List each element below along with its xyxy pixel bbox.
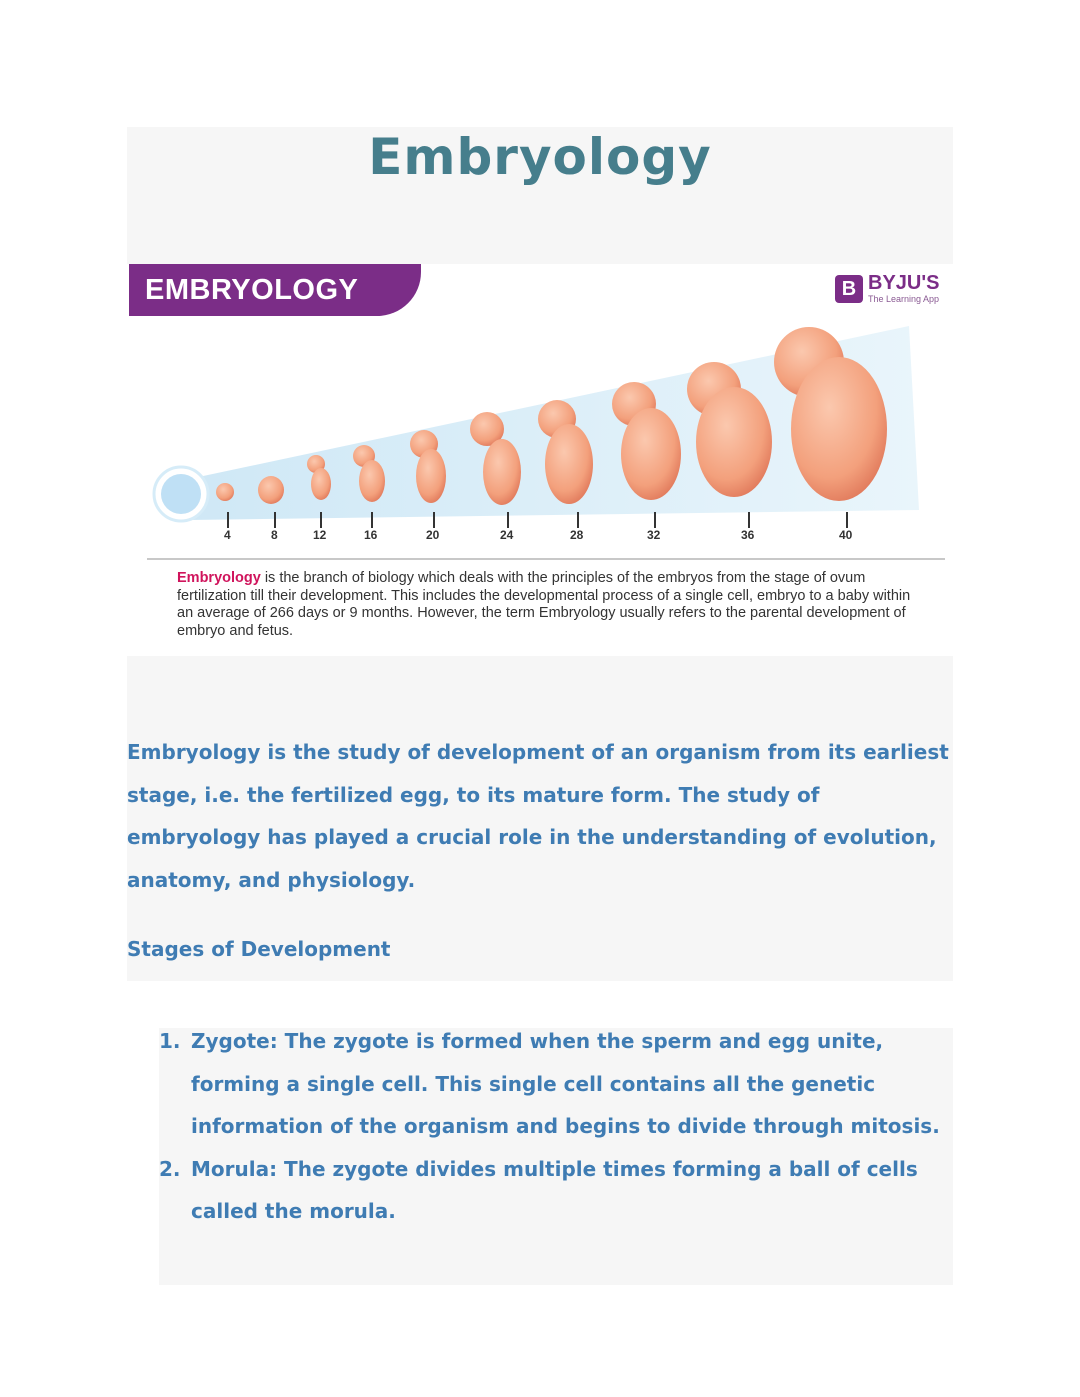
list-text: Morula: The zygote divides multiple times forming a ball of cells called the morula. [191,1156,918,1223]
week-label: 28 [570,528,584,542]
week-label: 24 [500,528,514,542]
stages-list [159,1020,949,1233]
week-label: 20 [426,528,440,542]
figure-banner [129,264,421,316]
banner-label: EMBRYOLOGY [145,274,359,306]
fetal-development-diagram [129,314,953,554]
egg-cell-icon [154,467,208,521]
week-label: 36 [741,528,755,542]
logo-name: BYJU'S [868,272,940,294]
week-label: 16 [364,528,378,542]
logo-mark-icon: B [835,275,863,303]
week-label: 8 [271,528,278,542]
week-labels [129,528,953,544]
list-number: 1. [159,1029,181,1053]
page-title: Embryology [368,128,712,186]
embryology-infographic [129,264,953,656]
list-item-morula [159,1148,949,1233]
intro-paragraph: Embryology is the study of development of an organism from its earliest stage, i.e. the fertilized egg, to its mature form. The study of embryology has played a crucial role in the understanding of evolution, anatomy, and physiology. [127,740,949,892]
caption-highlight: Embryology [177,570,261,586]
week-label: 12 [313,528,327,542]
week-label: 4 [224,528,231,542]
week-label: 40 [839,528,853,542]
divider [147,558,945,560]
caption-text: is the branch of biology which deals with the principles of the embryos from the stage of ovum fertilization till their development. This includes the developmental process of a single cell, embryo to a baby within an average of 266 days or 9 months. However, the term Embryology usually refers to the parental development of embryo and fetus. [177,570,911,639]
week-label: 32 [647,528,661,542]
figure-caption [177,570,917,640]
logo-tagline: The Learning App [868,294,940,304]
stages-heading: Stages of Development [127,937,391,961]
list-text: Zygote: The zygote is formed when the sperm and egg unite, forming a single cell. This single cell contains all the genetic information of the organism and begins to divide through mitosis. [191,1029,940,1138]
list-item-zygote [159,1020,949,1148]
embryo-week-4 [216,483,234,501]
byjus-logo [835,273,947,307]
embryo-week-8 [258,476,284,504]
list-number: 2. [159,1156,181,1181]
